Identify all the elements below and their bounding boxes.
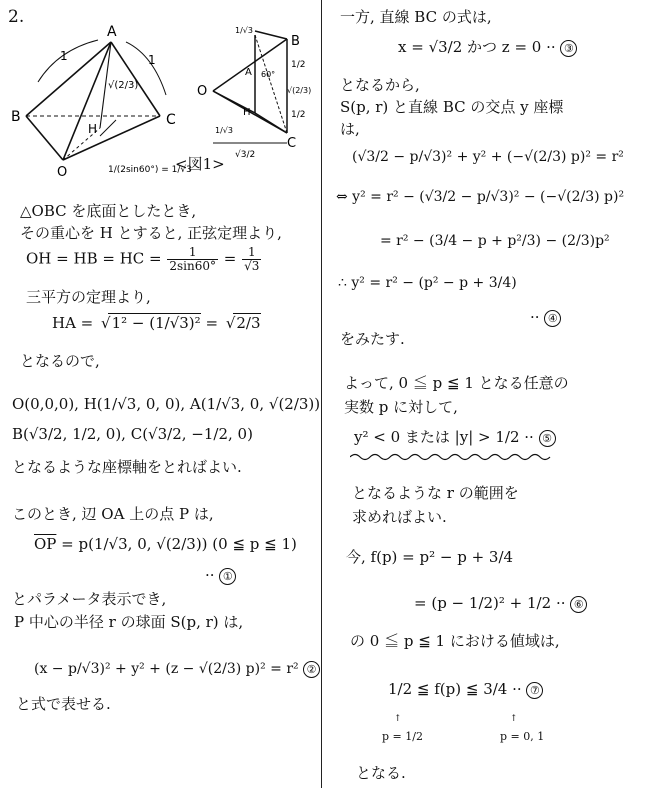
completed-square: = (p − 1/2)² + 1/2: [414, 594, 552, 612]
right-line-2: x = √3/2 かつ z = 0 ·· ③: [398, 38, 577, 57]
right-line-1: 一方, 直線 BC の式は,: [340, 8, 492, 26]
vertex-b-label: B: [11, 109, 21, 125]
right-line-21: となる.: [356, 764, 406, 782]
oh-equation-eq: =: [223, 249, 237, 268]
right-line-17: = (p − 1/2)² + 1/2 ·· ⑥: [414, 594, 587, 613]
right-line-10: をみたす.: [340, 330, 405, 348]
left-line-9: となるような座標軸をとればよい.: [12, 458, 242, 476]
left-line-1: △OBC を底面としたとき,: [20, 202, 197, 220]
oh-fraction-2-den: √3: [244, 259, 260, 273]
vector-op: $\overline{OP}$: [34, 535, 57, 553]
min-point-label: p = 1/2: [382, 730, 423, 743]
right-line-9: ∴ y² = r² − (p² − p + 3/4): [338, 275, 517, 291]
equation-1-tag: ·· ①: [205, 566, 236, 585]
equation-1-number: ①: [219, 568, 236, 585]
right-line-16: 今, f(p) = p² − p + 3/4: [346, 548, 514, 566]
vector-op-rhs: = p(1/√3, 0, √(2/3)) (0 ≦ p ≦ 1): [61, 535, 297, 553]
equation-3-number: ③: [560, 40, 577, 57]
right-line-3: となるから,: [340, 76, 420, 94]
vertex-o-label: O: [57, 165, 68, 180]
edge-label-left: 1: [60, 49, 68, 63]
left-line-4: 三平方の定理より,: [26, 288, 151, 306]
equation-2-number: ②: [303, 661, 320, 678]
right-line-18: の 0 ≦ p ≦ 1 における値域は,: [350, 632, 560, 650]
right-line-14: となるような r の範囲を: [352, 484, 519, 502]
right-line-11: よって, 0 ≦ p ≦ 1 となる任意の: [344, 374, 569, 392]
left-line-13: P 中心の半径 r の球面 S(p, r) は,: [14, 613, 244, 631]
left-line-5: [52, 313, 261, 332]
right-line-19: 1/2 ≦ f(p) ≦ 3/4 ·· ⑦: [388, 680, 543, 699]
right-line-8: = r² − (3/4 − p + p²/3) − (2/3)p²: [380, 233, 610, 249]
figure-caption: <図1>: [175, 155, 225, 173]
line-bc-equation: x = √3/2 かつ z = 0: [398, 38, 542, 56]
max-point-label: p = 0, 1: [500, 730, 545, 743]
left-line-11: [34, 535, 297, 553]
equation-4-number: ④: [544, 310, 561, 327]
oh-equation-lhs: OH = HB = HC =: [26, 249, 162, 268]
left-line-6: となるので,: [20, 352, 100, 370]
ha-result: √ 2/3: [233, 313, 261, 332]
condition-5: y² < 0 または |y| > 1/2: [354, 428, 520, 446]
vertex-a-label: A: [107, 24, 117, 40]
fig2-vertex-o: O: [197, 84, 208, 99]
right-line-6: (√3/2 − p/√3)² + y² + (−√(2/3) p)² = r²: [352, 149, 624, 165]
left-line-3: [26, 246, 262, 273]
right-line-12: 実数 p に対して,: [344, 398, 458, 416]
fig2-label-height: √(2/3): [287, 86, 312, 95]
left-line-2: その重心を H とすると, 正弦定理より,: [20, 224, 282, 242]
ha-eq: =: [205, 314, 219, 332]
cross-section-figure: [195, 25, 320, 175]
oh-fraction-den: 2sin60°: [169, 259, 217, 273]
max-arrow: ↑: [510, 714, 518, 724]
right-line-7: ⇔ y² = r² − (√3/2 − p/√3)² − (−√(2/3) p)²: [336, 189, 625, 205]
fig2-vertex-b: B: [291, 34, 300, 49]
sphere-equation: (x − p/√3)² + y² + (z − √(2/3) p)² = r²: [34, 661, 299, 677]
oh-fraction: [167, 246, 218, 273]
min-arrow: ↑: [394, 714, 402, 724]
left-line-12: とパラメータ表示でき,: [12, 590, 167, 608]
ha-radical: √ 1² − (1/√3)²: [108, 313, 201, 332]
left-line-15: と式で表せる.: [16, 695, 111, 713]
oh-length-label: 1/(2sin60°) = 1/√3: [108, 165, 192, 175]
left-line-10: このとき, 辺 OA 上の点 P は,: [12, 505, 214, 523]
equation-4-tag: ·· ④: [530, 308, 561, 327]
right-line-13: y² < 0 または |y| > 1/2 ·· ⑤: [354, 428, 556, 447]
problem-number: 2.: [8, 7, 25, 27]
fig2-label-c-half: 1/2: [291, 110, 306, 120]
fig2-label-oh: 1/√3: [215, 126, 233, 135]
range-inequality: 1/2 ≦ f(p) ≦ 3/4: [388, 680, 508, 698]
fig2-label-bottom: √3/2: [235, 150, 256, 160]
fig2-label-top: 1/√3: [235, 26, 253, 35]
column-divider: [321, 0, 322, 788]
wavy-underline: [350, 452, 560, 462]
oh-fraction-2: [242, 246, 261, 273]
oh-fraction-num: 1: [167, 246, 218, 260]
fig2-angle: 60°: [261, 70, 276, 79]
vertex-c-label: C: [166, 112, 176, 128]
fig2-point-h: H: [243, 107, 251, 118]
right-line-4: S(p, r) と直線 BC の交点 y 座標: [340, 98, 564, 116]
left-line-7: O(0,0,0), H(1/√3, 0, 0), A(1/√3, 0, √(2/3)): [12, 395, 321, 413]
oh-fraction-2-num: 1: [242, 246, 261, 260]
equation-7-number: ⑦: [526, 682, 543, 699]
fig2-vertex-a: A: [245, 67, 252, 78]
fig2-vertex-c: C: [287, 136, 297, 151]
point-h-label: H: [88, 122, 98, 136]
edge-label-right: 1: [148, 53, 156, 67]
equation-6-number: ⑥: [570, 596, 587, 613]
height-label: √(2/3): [108, 80, 139, 91]
ha-lhs: HA =: [52, 314, 94, 332]
fig2-label-b-half: 1/2: [291, 60, 306, 70]
right-line-5: は,: [340, 120, 360, 138]
right-line-15: 求めればよい.: [352, 508, 447, 526]
equation-5-number: ⑤: [539, 430, 556, 447]
left-line-8: B(√3/2, 1/2, 0), C(√3/2, −1/2, 0): [12, 425, 253, 443]
left-line-14: [34, 660, 320, 678]
